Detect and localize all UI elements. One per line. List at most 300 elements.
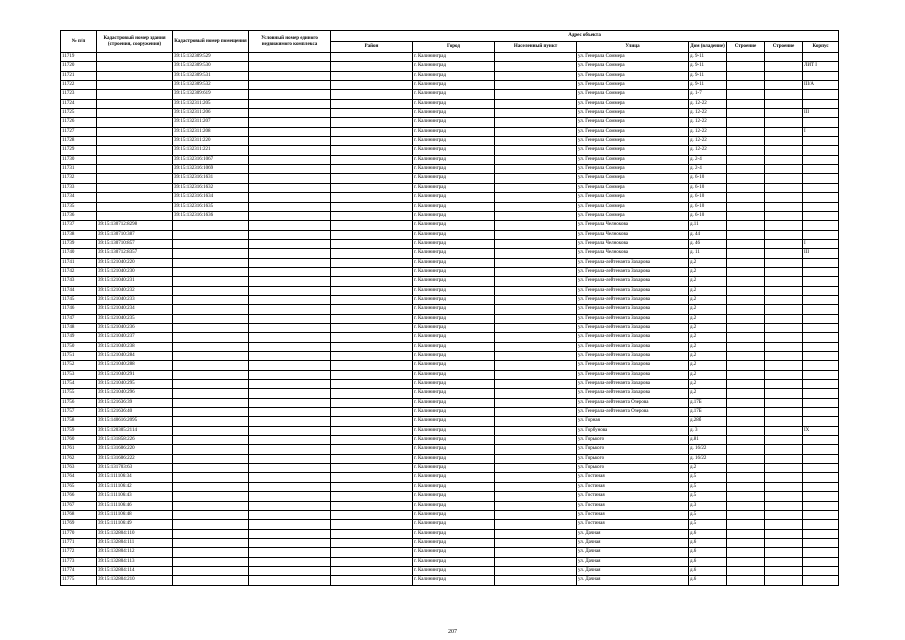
cell-house: д.2 <box>689 333 727 342</box>
cell-korp: III/А <box>803 81 839 90</box>
cell-house: д. 6-10 <box>689 202 727 211</box>
table-row <box>61 342 839 351</box>
cell-stroenie <box>765 473 803 482</box>
table-row <box>61 71 839 80</box>
cell-cad-room: 39:15:132316:1635 <box>173 202 249 211</box>
cell-cad-room <box>173 230 249 239</box>
cell-cad-building <box>97 202 173 211</box>
cell-cad-room <box>173 277 249 286</box>
cell-cad-complex <box>249 520 331 529</box>
cell-settlement <box>495 510 577 519</box>
cell-cad-room <box>173 286 249 295</box>
cell-korpus <box>727 267 765 276</box>
cell-city: г. Калининград <box>413 267 495 276</box>
cell-num: 11727 <box>61 127 97 136</box>
cell-house: д. 16/22 <box>689 445 727 454</box>
cell-num: 11731 <box>61 165 97 174</box>
cell-num: 11721 <box>61 71 97 80</box>
cell-num: 11719 <box>61 53 97 62</box>
cell-district <box>331 398 413 407</box>
cell-street: ул. Генерала Челнокова <box>577 249 689 258</box>
cell-settlement <box>495 454 577 463</box>
cell-cad-building: 39:15:131606:222 <box>97 454 173 463</box>
cell-korp <box>803 211 839 220</box>
cell-house: д. 9-11 <box>689 53 727 62</box>
cell-korpus <box>727 305 765 314</box>
cell-stroenie <box>765 118 803 127</box>
cell-cad-building: 39:15:121636:40 <box>97 408 173 417</box>
cell-cad-room: 39:15:132311:205 <box>173 99 249 108</box>
header-house: Дом (владение) <box>689 42 727 53</box>
cell-korp <box>803 258 839 267</box>
cell-korp <box>803 492 839 501</box>
cell-korp <box>803 370 839 379</box>
cell-stroenie <box>765 230 803 239</box>
cell-cad-building <box>97 109 173 118</box>
cell-cad-building <box>97 211 173 220</box>
cell-district <box>331 566 413 575</box>
cell-num: 11724 <box>61 99 97 108</box>
table-row <box>61 183 839 192</box>
cell-city: г. Калининград <box>413 492 495 501</box>
table-row <box>61 352 839 361</box>
table-row <box>61 566 839 575</box>
table-row <box>61 557 839 566</box>
table-row <box>61 454 839 463</box>
cell-house: д. 16/22 <box>689 454 727 463</box>
cell-korp <box>803 90 839 99</box>
cell-num: 11739 <box>61 239 97 248</box>
cell-city: г. Калининград <box>413 464 495 473</box>
cell-korp <box>803 202 839 211</box>
table-row <box>61 90 839 99</box>
cell-city: г. Калининград <box>413 333 495 342</box>
cell-cad-complex <box>249 557 331 566</box>
cell-street: ул. Горького <box>577 445 689 454</box>
cell-district <box>331 333 413 342</box>
table-row <box>61 445 839 454</box>
cell-district <box>331 137 413 146</box>
cell-street: ул. Генерала-лейтенанта Озерова <box>577 408 689 417</box>
cell-cad-building: 39:15:121040:233 <box>97 295 173 304</box>
table-row <box>61 174 839 183</box>
cell-cad-building: 39:15:132804:114 <box>97 566 173 575</box>
cell-city: г. Калининград <box>413 436 495 445</box>
cell-street: ул. Дачная <box>577 538 689 547</box>
cell-city: г. Калининград <box>413 576 495 585</box>
table-row <box>61 155 839 164</box>
cell-street: ул. Генерала Соммера <box>577 109 689 118</box>
cell-cad-complex <box>249 510 331 519</box>
cell-stroenie <box>765 155 803 164</box>
cell-cad-complex <box>249 99 331 108</box>
cell-district <box>331 295 413 304</box>
cell-settlement <box>495 529 577 538</box>
cell-korpus <box>727 352 765 361</box>
cell-street: ул. Генерала Соммера <box>577 174 689 183</box>
cell-cad-complex <box>249 464 331 473</box>
cell-settlement <box>495 155 577 164</box>
table-row <box>61 426 839 435</box>
cell-city: г. Калининград <box>413 137 495 146</box>
cell-cad-complex <box>249 361 331 370</box>
cell-num: 11763 <box>61 464 97 473</box>
cell-street: ул. Генерала Соммера <box>577 62 689 71</box>
cell-district <box>331 99 413 108</box>
page-number: 207 <box>448 629 457 635</box>
header-stroenie: Строение <box>765 42 803 53</box>
cell-korp <box>803 398 839 407</box>
cell-house: д.17Б <box>689 408 727 417</box>
cell-stroenie <box>765 277 803 286</box>
cell-house: д.6 <box>689 557 727 566</box>
cell-city: г. Калининград <box>413 183 495 192</box>
cell-cad-room <box>173 566 249 575</box>
cell-korpus <box>727 314 765 323</box>
cell-street: ул. Генерала Соммера <box>577 118 689 127</box>
header-num: № п/п <box>61 31 97 53</box>
cell-stroenie <box>765 482 803 491</box>
cell-settlement <box>495 174 577 183</box>
cell-stroenie <box>765 305 803 314</box>
cell-cad-room <box>173 445 249 454</box>
cell-city: г. Калининград <box>413 342 495 351</box>
cell-cad-room: 39:15:132316:1634 <box>173 193 249 202</box>
cell-num: 11743 <box>61 277 97 286</box>
cell-house: д.28б <box>689 417 727 426</box>
cell-korp <box>803 333 839 342</box>
cell-city: г. Калининград <box>413 566 495 575</box>
header-cad-building: Кадастровый номер здания (строения, сооружения) <box>97 31 173 53</box>
cell-cad-complex <box>249 295 331 304</box>
cell-cad-complex <box>249 277 331 286</box>
cell-street: ул. Генерала Соммера <box>577 165 689 174</box>
cell-settlement <box>495 286 577 295</box>
cell-city: г. Калининград <box>413 99 495 108</box>
cell-city: г. Калининград <box>413 538 495 547</box>
cell-korp <box>803 146 839 155</box>
cell-city: г. Калининград <box>413 90 495 99</box>
table-row <box>61 221 839 230</box>
cell-cad-room <box>173 258 249 267</box>
cell-city: г. Калининград <box>413 323 495 332</box>
cell-street: ул. Генерала-лейтенанта Захарова <box>577 342 689 351</box>
cell-district <box>331 118 413 127</box>
cell-street: ул. Гостиная <box>577 482 689 491</box>
cell-district <box>331 267 413 276</box>
cell-stroenie <box>765 221 803 230</box>
cell-cad-complex <box>249 408 331 417</box>
cell-cad-complex <box>249 286 331 295</box>
cell-korpus <box>727 90 765 99</box>
cell-city: г. Калининград <box>413 501 495 510</box>
cell-cad-building: 39:15:121040:237 <box>97 333 173 342</box>
cell-city: г. Калининград <box>413 249 495 258</box>
cell-num: 11770 <box>61 529 97 538</box>
cell-korp <box>803 230 839 239</box>
cell-korpus <box>727 454 765 463</box>
cell-cad-room <box>173 239 249 248</box>
cell-korpus <box>727 137 765 146</box>
header-address: Адрес объекта <box>331 31 839 42</box>
cell-city: г. Калининград <box>413 286 495 295</box>
cell-korpus <box>727 389 765 398</box>
cell-city: г. Калининград <box>413 127 495 136</box>
cell-korpus <box>727 482 765 491</box>
cell-cad-complex <box>249 566 331 575</box>
cell-district <box>331 548 413 557</box>
cell-cad-room: 39:15:132309:530 <box>173 62 249 71</box>
table-row <box>61 501 839 510</box>
cell-num: 11723 <box>61 90 97 99</box>
cell-stroenie <box>765 286 803 295</box>
cell-korp <box>803 352 839 361</box>
cell-district <box>331 71 413 80</box>
cell-settlement <box>495 473 577 482</box>
cell-num: 11761 <box>61 445 97 454</box>
cell-settlement <box>495 277 577 286</box>
cell-num: 11760 <box>61 436 97 445</box>
table-row <box>61 464 839 473</box>
cell-cad-room <box>173 482 249 491</box>
cell-stroenie <box>765 137 803 146</box>
cell-street: ул. Генерала-лейтенанта Захарова <box>577 258 689 267</box>
cell-city: г. Калининград <box>413 426 495 435</box>
cell-num: 11736 <box>61 211 97 220</box>
cell-cad-building: 39:15:121040:236 <box>97 323 173 332</box>
cell-korpus <box>727 417 765 426</box>
cell-korpus <box>727 557 765 566</box>
cell-house: д. 1-7 <box>689 90 727 99</box>
table-row <box>61 118 839 127</box>
cell-korp <box>803 165 839 174</box>
cell-cad-building: 39:15:132804:113 <box>97 557 173 566</box>
cell-cad-building: 39:15:111106:43 <box>97 492 173 501</box>
cell-num: 11734 <box>61 193 97 202</box>
cell-cad-building: 39:15:130712:8357 <box>97 249 173 258</box>
table-row <box>61 370 839 379</box>
cell-cad-complex <box>249 333 331 342</box>
cell-street: ул. Генерала-лейтенанта Захарова <box>577 295 689 304</box>
cell-cad-complex <box>249 576 331 585</box>
cell-num: 11754 <box>61 380 97 389</box>
cell-city: г. Калининград <box>413 529 495 538</box>
cell-stroenie <box>765 566 803 575</box>
cell-cad-room <box>173 352 249 361</box>
table-row <box>61 211 839 220</box>
cell-korp <box>803 277 839 286</box>
cell-stroenie <box>765 342 803 351</box>
cell-stroenie <box>765 436 803 445</box>
cell-cad-building: 39:15:131858:226 <box>97 436 173 445</box>
table-row <box>61 361 839 370</box>
cell-district <box>331 221 413 230</box>
cell-settlement <box>495 249 577 258</box>
cell-street: ул. Генерала Соммера <box>577 183 689 192</box>
cell-street: ул. Генерала-лейтенанта Захарова <box>577 277 689 286</box>
cell-num: 11757 <box>61 408 97 417</box>
cell-city: г. Калининград <box>413 202 495 211</box>
cell-korpus <box>727 323 765 332</box>
cell-cad-building: 39:15:132804:112 <box>97 548 173 557</box>
cell-stroenie <box>765 370 803 379</box>
cell-house: д.2 <box>689 286 727 295</box>
cell-korp <box>803 295 839 304</box>
cell-district <box>331 286 413 295</box>
cell-street: ул. Генерала Челнокова <box>577 230 689 239</box>
cell-cad-complex <box>249 417 331 426</box>
cell-house: д.2 <box>689 370 727 379</box>
cell-house: д.2 <box>689 258 727 267</box>
cell-korpus <box>727 473 765 482</box>
cell-stroenie <box>765 53 803 62</box>
table-row <box>61 109 839 118</box>
cell-num: 11762 <box>61 454 97 463</box>
cell-cad-building <box>97 146 173 155</box>
cell-cad-building: 39:15:121040:234 <box>97 305 173 314</box>
cell-street: ул. Генерала-лейтенанта Захарова <box>577 370 689 379</box>
cell-city: г. Калининград <box>413 118 495 127</box>
cell-cad-building <box>97 81 173 90</box>
cell-stroenie <box>765 183 803 192</box>
cell-num: 11753 <box>61 370 97 379</box>
cell-korp <box>803 529 839 538</box>
cell-city: г. Калининград <box>413 155 495 164</box>
cell-korpus <box>727 510 765 519</box>
cell-cad-complex <box>249 137 331 146</box>
cell-settlement <box>495 137 577 146</box>
cell-korp <box>803 501 839 510</box>
cell-cad-room: 39:15:132309:529 <box>173 53 249 62</box>
cell-cad-complex <box>249 426 331 435</box>
cell-house: д. 2-4 <box>689 165 727 174</box>
cell-house: д.5 <box>689 492 727 501</box>
cell-settlement <box>495 230 577 239</box>
cell-korp <box>803 445 839 454</box>
cell-district <box>331 165 413 174</box>
table-row <box>61 127 839 136</box>
cell-street: ул. Горького <box>577 436 689 445</box>
cell-house: д.2 <box>689 295 727 304</box>
cell-cad-room <box>173 361 249 370</box>
cell-settlement <box>495 71 577 80</box>
cell-cad-complex <box>249 118 331 127</box>
cell-district <box>331 482 413 491</box>
header-cad-room: Кадастровый номер помещения <box>173 31 249 53</box>
cell-cad-room <box>173 370 249 379</box>
cell-settlement <box>495 109 577 118</box>
cell-cad-complex <box>249 183 331 192</box>
cell-cad-room <box>173 221 249 230</box>
table-row <box>61 548 839 557</box>
cell-settlement <box>495 165 577 174</box>
cell-cad-room <box>173 464 249 473</box>
cell-settlement <box>495 295 577 304</box>
cell-street: ул. Генерала-лейтенанта Захарова <box>577 352 689 361</box>
cell-num: 11769 <box>61 520 97 529</box>
cell-num: 11752 <box>61 361 97 370</box>
cell-district <box>331 211 413 220</box>
cell-korpus <box>727 118 765 127</box>
cell-settlement <box>495 305 577 314</box>
cell-house: д. 9-11 <box>689 71 727 80</box>
cell-stroenie <box>765 529 803 538</box>
cell-street: ул. Генерала Соммера <box>577 71 689 80</box>
cell-street: ул. Дачная <box>577 576 689 585</box>
header-street: Улица <box>577 42 689 53</box>
cell-cad-complex <box>249 389 331 398</box>
cell-cad-building: 39:15:132804:210 <box>97 576 173 585</box>
cell-district <box>331 538 413 547</box>
cell-cad-complex <box>249 165 331 174</box>
cell-cad-complex <box>249 267 331 276</box>
cell-cad-building: 39:15:121040:296 <box>97 389 173 398</box>
cell-cad-building: 39:15:131703:63 <box>97 464 173 473</box>
cell-district <box>331 454 413 463</box>
cell-house: д.5 <box>689 482 727 491</box>
table-body <box>61 53 839 586</box>
table-row <box>61 137 839 146</box>
cell-stroenie <box>765 333 803 342</box>
cell-district <box>331 492 413 501</box>
cell-settlement <box>495 445 577 454</box>
cell-cad-complex <box>249 380 331 389</box>
cell-cad-room <box>173 501 249 510</box>
cell-cad-room <box>173 342 249 351</box>
cell-korp <box>803 71 839 80</box>
cell-stroenie <box>765 90 803 99</box>
cell-cad-building <box>97 62 173 71</box>
cell-cad-building <box>97 137 173 146</box>
cell-korp <box>803 454 839 463</box>
cell-korpus <box>727 520 765 529</box>
cell-korp <box>803 361 839 370</box>
cell-street: ул. Генерала Соммера <box>577 81 689 90</box>
table-row <box>61 165 839 174</box>
cell-num: 11726 <box>61 118 97 127</box>
cell-korp: I <box>803 239 839 248</box>
cell-city: г. Калининград <box>413 165 495 174</box>
cell-settlement <box>495 361 577 370</box>
cell-house: д.2 <box>689 277 727 286</box>
cell-street: ул. Генерала Соммера <box>577 137 689 146</box>
cell-cad-room <box>173 417 249 426</box>
cell-house: д. 46 <box>689 239 727 248</box>
cell-num: 11733 <box>61 183 97 192</box>
cell-district <box>331 510 413 519</box>
cell-settlement <box>495 258 577 267</box>
table-row <box>61 408 839 417</box>
cell-district <box>331 408 413 417</box>
cell-settlement <box>495 464 577 473</box>
cell-city: г. Калининград <box>413 221 495 230</box>
cell-cad-complex <box>249 305 331 314</box>
cell-street: ул. Генерала-лейтенанта Озерова <box>577 398 689 407</box>
cell-korpus <box>727 99 765 108</box>
header-district: Район <box>331 42 413 53</box>
cell-cad-building: 39:15:121040:238 <box>97 342 173 351</box>
cell-stroenie <box>765 211 803 220</box>
table-row <box>61 436 839 445</box>
cell-korp <box>803 380 839 389</box>
cell-korpus <box>727 538 765 547</box>
cell-stroenie <box>765 361 803 370</box>
cell-stroenie <box>765 99 803 108</box>
cell-korpus <box>727 566 765 575</box>
cell-stroenie <box>765 146 803 155</box>
cell-street: ул. Генерала Соммера <box>577 99 689 108</box>
cell-stroenie <box>765 576 803 585</box>
